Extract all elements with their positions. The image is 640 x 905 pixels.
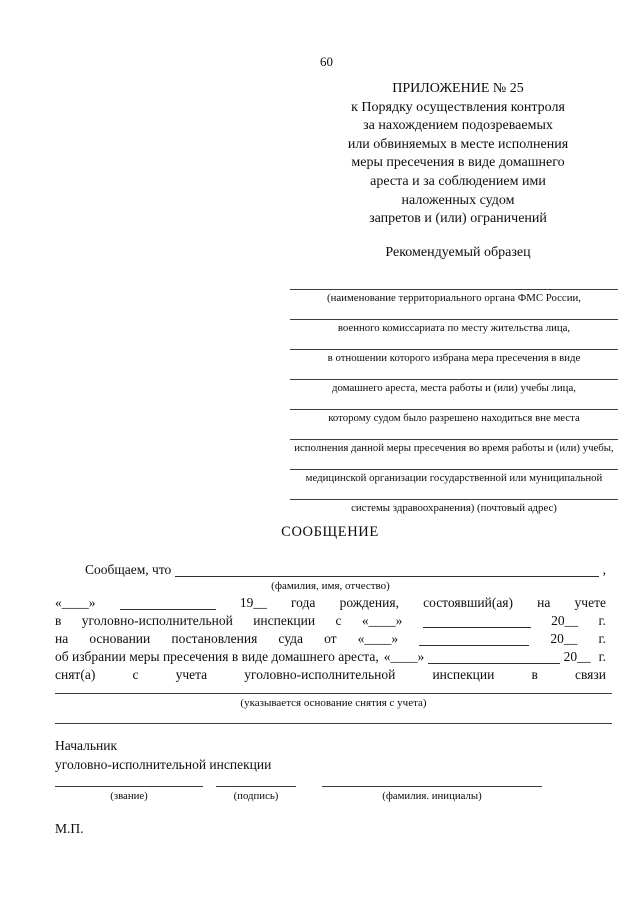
full-name-blank-field [175, 561, 598, 577]
registration-year-prefix: 20__ [551, 613, 579, 628]
word: в [531, 667, 538, 682]
word: года [290, 595, 316, 610]
word: основании [89, 631, 151, 646]
word: состоявший(ая) [423, 595, 514, 610]
addressee-blank-line [290, 319, 618, 349]
addressee-caption: медицинской организации государственной или муниципальной [305, 472, 603, 484]
rank-caption: (звание) [110, 790, 148, 802]
birth-year-prefix: 19__ [239, 595, 267, 610]
stamp-place-label: М.П. [55, 821, 84, 836]
appendix-title: ПРИЛОЖЕНИЕ № 25 [392, 81, 524, 96]
word: г. [598, 613, 606, 628]
word: в [55, 613, 62, 628]
word: с [335, 613, 342, 628]
word: уголовно-исполнительной [244, 667, 396, 682]
removal-month-blank-field [428, 648, 559, 664]
message-body [55, 561, 606, 684]
court-basis-row [55, 630, 606, 648]
registration-month-blank-field [423, 612, 531, 628]
arrest-text: об избрании меры пресечения в виде домашнего ареста, [55, 649, 379, 664]
surname-blank-field [322, 786, 542, 802]
intro-row [55, 561, 606, 579]
word: уголовно-исполнительной [81, 613, 233, 628]
word: связи [574, 667, 606, 682]
word: учете [574, 595, 606, 610]
appendix-header [294, 80, 622, 229]
appendix-header-line: запретов и (или) ограничений [369, 211, 547, 227]
surname-caption: (фамилия. инициалы) [382, 790, 482, 802]
addressee-blank-line [290, 469, 618, 499]
signer-title-line1: Начальник [55, 738, 118, 753]
day-quotes-blank: «____» [55, 595, 96, 610]
addressee-caption: системы здравоохранения) (почтовый адрес) [351, 502, 557, 514]
signature-gap [203, 786, 216, 802]
appendix-header-line: ареста и за соблюдением ими [370, 173, 546, 189]
arrest-row [55, 648, 606, 666]
addressee-blank-line [290, 379, 618, 409]
birth-month-blank-field [120, 594, 216, 610]
word: с [132, 667, 139, 682]
appendix-header-line: наложенных судом [401, 192, 515, 208]
addressee-caption: в отношении которого избрана мера пресечения в виде [327, 352, 581, 364]
signature-gap [296, 786, 322, 802]
addressee-blank-line [290, 439, 618, 469]
birth-row [55, 594, 606, 612]
day-quotes-blank: «____» [361, 613, 403, 628]
addressee-caption: домашнего ареста, места работы и (или) учебы лица, [332, 382, 576, 394]
intro-comma: , [602, 562, 606, 577]
word: на [55, 631, 69, 646]
rank-blank-field [55, 786, 203, 802]
court-year-prefix: 20__ [550, 631, 578, 646]
appendix-header-line: к Порядку осуществления контроля [351, 99, 565, 115]
recommended-sample-label: Рекомендуемый образец [385, 245, 531, 260]
word: инспекции [253, 613, 316, 628]
word: г. [598, 649, 606, 664]
day-quotes-blank: «____» [383, 649, 425, 664]
removal-basis-blank-line-2 [55, 723, 612, 724]
removal-basis-caption: (указывается основание снятия с учета) [240, 697, 427, 709]
signer-title [55, 737, 271, 774]
appendix-header-line: меры пресечения в виде домашнего [351, 155, 565, 171]
appendix-header-line: или обвиняемых в месте исполнения [347, 136, 569, 152]
word: постановления [171, 631, 258, 646]
appendix-header-line: за нахождением подозреваемых [363, 118, 553, 134]
signature-row [55, 786, 612, 802]
signature-caption: (подпись) [233, 790, 279, 802]
addressee-block [290, 289, 618, 529]
addressee-caption: военного комиссариата по месту жительства лица, [337, 322, 571, 334]
registered-row [55, 612, 606, 630]
word: г. [598, 631, 606, 646]
court-date-month-blank-field [419, 630, 529, 646]
addressee-blank-line [290, 409, 618, 439]
removed-row [55, 666, 606, 684]
addressee-blank-line [290, 349, 618, 379]
addressee-caption: исполнения данной меры пресечения во время работы и (или) учебы, [294, 442, 614, 454]
addressee-blank-line [290, 289, 618, 319]
word: рождения, [339, 595, 399, 610]
full-name-caption: (фамилия, имя, отчество) [271, 580, 390, 592]
removal-basis-blank-line [55, 693, 612, 694]
intro-text: Сообщаем, что [85, 562, 172, 577]
word: на [537, 595, 551, 610]
day-quotes-blank: «____» [357, 631, 399, 646]
word: снят(а) [55, 667, 96, 682]
signature-blank-field [216, 786, 296, 802]
page-number: 60 [320, 54, 333, 69]
word: суда [278, 631, 303, 646]
word: учета [175, 667, 208, 682]
word: от [324, 631, 337, 646]
addressee-caption: (наименование территориального органа ФМС России, [327, 292, 581, 304]
message-title: СООБЩЕНИЕ [281, 524, 379, 540]
removal-year-prefix: 20__ [563, 649, 591, 664]
signer-title-line2: уголовно-исполнительной инспекции [55, 756, 272, 772]
addressee-caption: которому судом было разрешено находиться вне места [328, 412, 580, 424]
word: инспекции [432, 667, 495, 682]
